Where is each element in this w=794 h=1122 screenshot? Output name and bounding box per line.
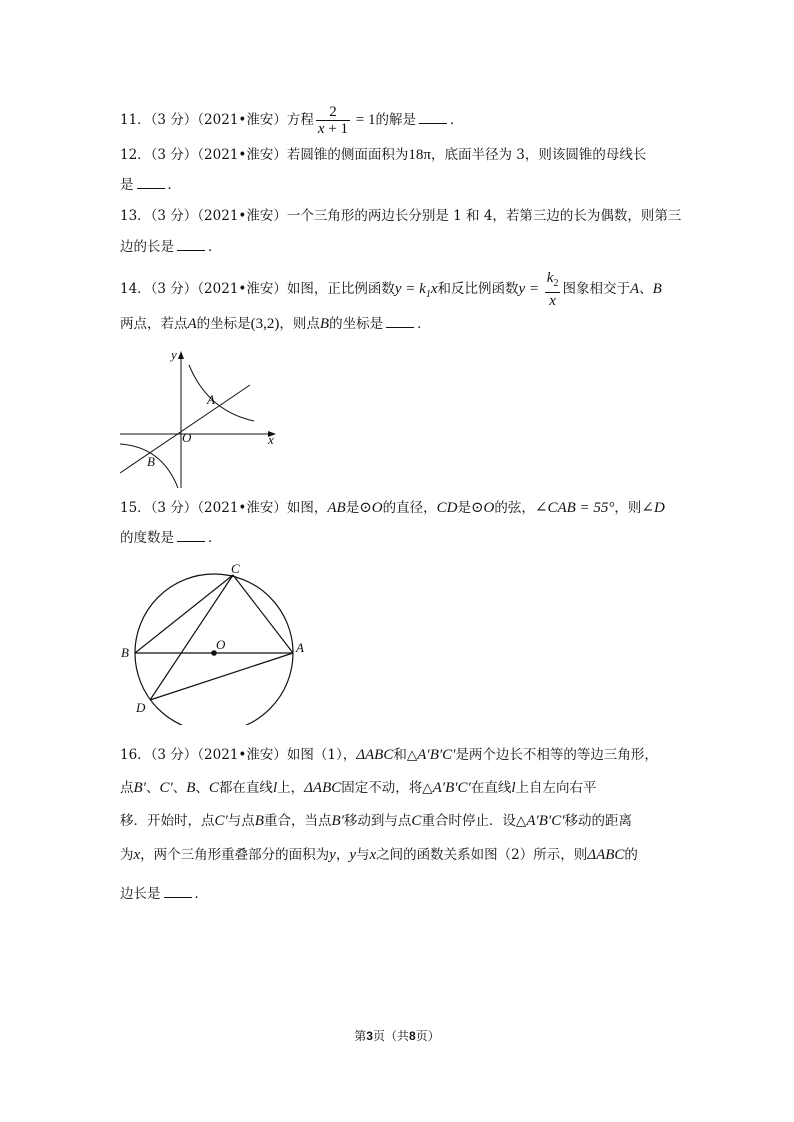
q14-func2-num: [545, 270, 561, 293]
q14-label-y: y: [171, 347, 177, 362]
q14-line2-suffix: 的坐标是: [329, 316, 384, 332]
q11-prefix: 11．（3 分）（2021•淮安）方程: [120, 112, 314, 128]
q14-answer-blank[interactable]: [386, 315, 414, 328]
q16-line4-d: 之间的函数关系如图（2）所示，则: [376, 847, 588, 863]
q15-circle: [135, 574, 293, 725]
q16-l4-y: y: [329, 847, 336, 863]
q15-label-a: A: [296, 640, 304, 655]
footer-post: 页）: [415, 1029, 440, 1043]
q15-answer-blank[interactable]: [177, 529, 205, 542]
question-12-line1: [120, 145, 646, 165]
q15-chord-da: [150, 653, 293, 700]
q12-line2-prefix: 是: [120, 177, 134, 193]
q15-label-c: C: [231, 561, 240, 576]
q15-label-b: B: [121, 645, 129, 660]
q15-angle-d: ∠D: [641, 500, 665, 516]
q16-p-c1: C′: [159, 780, 173, 796]
q12-line1-suffix: ，底面半径为 3，则该圆锥的母线长: [430, 147, 647, 163]
q16-line3-c: 移动到与点: [343, 813, 412, 829]
question-16-line2: [120, 778, 597, 798]
question-13-line2: [120, 237, 222, 257]
q16-end: ．: [194, 886, 208, 902]
question-16-line3: [120, 811, 632, 831]
q14-label-x: x: [268, 432, 274, 447]
question-13-line1: [120, 206, 681, 226]
q15-t2: 的直径，: [382, 500, 437, 516]
q13-line2-prefix: 边的长是: [120, 239, 174, 255]
q15-t4: 的弦，: [494, 500, 535, 516]
q14-func2-den-x: x: [549, 293, 556, 309]
q14-hyperbola-right: [189, 365, 254, 421]
q14-line2-a: A: [187, 316, 197, 332]
q16-tri1: ΔABC: [356, 747, 394, 763]
q14-end: ．: [417, 316, 431, 332]
q11-frac-den-var: x: [317, 121, 325, 137]
footer-page-number: 3: [366, 1029, 373, 1043]
q15-circle1: ⊙O: [359, 500, 383, 516]
q13-end: ．: [208, 239, 222, 255]
question-15-line1: [120, 498, 665, 518]
q15-label-o: O: [216, 637, 226, 652]
q16-line2-prefix: 点: [120, 780, 134, 796]
q14-func2-num-sub: 2: [553, 278, 559, 289]
q16-l1: l: [272, 780, 278, 796]
q14-mid: 和反比例函数: [437, 281, 519, 297]
q16-tri3: ΔABC: [304, 780, 342, 796]
q16-line3-a: 与点: [227, 813, 255, 829]
q16-line5-prefix: 边长是: [120, 886, 161, 902]
q15-t3: 是: [457, 500, 471, 516]
q14-point-b: B: [652, 281, 662, 297]
q13-line1: 13．（3 分）（2021•淮安）一个三角形的两边长分别是 1 和 4，若第三边的长为偶数，则第三: [120, 208, 682, 224]
q16-l3-c1: C′: [214, 813, 228, 829]
q16-l3-b: B: [254, 813, 264, 829]
q16-p-b1: B′: [133, 780, 146, 796]
q16-l2: l: [511, 780, 516, 796]
q16-line3-b: 重合，当点: [263, 813, 332, 829]
q14-func2-lhs: y =: [518, 281, 543, 297]
q14-y-arrow: [178, 351, 184, 359]
q14-func1: [394, 281, 438, 300]
q14-label-a: A: [207, 392, 215, 407]
q16-l4-y2: y: [349, 847, 357, 863]
q16-line4-e: 的: [624, 847, 638, 863]
q16-tri4: A′B′C′: [432, 780, 471, 796]
q14-label-o: O: [182, 430, 192, 445]
q14-line2-b: B: [319, 316, 330, 332]
q16-line2-mid3: 固定不动，将△: [341, 780, 433, 796]
q16-line3-prefix: 移．开始时，点: [120, 813, 215, 829]
q14-linear-line: [120, 385, 250, 473]
q15-figure: [118, 560, 318, 725]
q11-fraction: [316, 104, 350, 137]
q14-line2-prefix: 两点，若点: [120, 316, 188, 332]
question-16-line4: [120, 845, 638, 865]
q12-answer-blank[interactable]: [137, 176, 165, 189]
question-15-line2: [120, 528, 222, 548]
footer-total-pages: 8: [409, 1029, 416, 1043]
question-16-line1: [120, 745, 658, 765]
q11-frac-den: [316, 121, 350, 137]
question-12-line2: [120, 175, 181, 195]
q14-figure: [118, 345, 283, 490]
q16-answer-blank[interactable]: [164, 885, 192, 898]
q16-s2: 、: [172, 780, 187, 796]
q15-cd: CD: [436, 500, 458, 516]
q14-suffix: 图象相交于: [562, 281, 630, 297]
q16-p-c: C: [208, 780, 219, 796]
q16-line1-prefix: 16．（3 分）（2021•淮安）如图（1），: [120, 747, 357, 763]
q14-coord: (3,2): [250, 316, 280, 332]
q15-end: ．: [208, 530, 222, 546]
q15-t1: 是: [345, 500, 360, 516]
q16-line4-prefix: 为: [120, 847, 134, 863]
q16-l4-x2: x: [369, 847, 377, 863]
q11-answer-blank[interactable]: [419, 111, 447, 124]
page-footer: [0, 1027, 794, 1044]
q12-area: 18π: [408, 147, 431, 163]
footer-pre: 第: [354, 1029, 367, 1043]
q14-prefix: 14．（3 分）（2021•淮安）如图，正比例函数: [120, 281, 395, 297]
q15-ab: AB: [327, 500, 346, 516]
q12-end: ．: [167, 177, 181, 193]
q14-func2-num-k: k: [546, 270, 554, 286]
q11-end: ．: [450, 112, 464, 128]
q16-line3-d: 重合时停止．设△: [421, 813, 527, 829]
question-11: [120, 104, 464, 137]
q11-frac-den-rest: + 1: [324, 121, 349, 137]
q14-line2-mid: 的坐标是: [196, 316, 251, 332]
q14-func1-main: y = k: [394, 281, 426, 297]
q16-line2-mid2: 上，: [277, 780, 305, 796]
question-16-line5: [120, 884, 208, 904]
q16-line4-a: ，两个三角形重叠部分的面积为: [140, 847, 330, 863]
q14-line2-mid2: ，则点: [279, 316, 320, 332]
q16-line2-suffix: 上自左向右平: [515, 780, 597, 796]
q16-line2-mid: 都在直线: [218, 780, 273, 796]
q16-l4-x: x: [133, 847, 141, 863]
question-14-line1: [120, 270, 662, 309]
q15-circle2: ⊙O: [470, 500, 495, 516]
q14-func2-den: [545, 293, 561, 309]
q14-func1-end: x: [430, 281, 438, 297]
q16-line3-e: 移动的距离: [564, 813, 633, 829]
q16-line2-mid4: 在直线: [470, 780, 512, 796]
q13-answer-blank[interactable]: [177, 238, 205, 251]
q15-angle: ∠CAB = 55°: [534, 500, 615, 516]
q16-p-b: B: [186, 780, 196, 796]
q15-chord-ca: [233, 575, 293, 653]
q11-suffix: 的解是: [375, 112, 416, 128]
q14-point-a: A: [629, 281, 640, 297]
q11-frac-num: 2: [316, 104, 350, 121]
q16-l4-tri: ΔABC: [587, 847, 625, 863]
q16-l3-c: C: [411, 813, 422, 829]
q16-line1-mid: 和△: [393, 747, 418, 763]
q16-s1: 、: [145, 780, 160, 796]
q14-func1-sub: 1: [425, 289, 431, 300]
q15-label-d: D: [136, 700, 146, 715]
q16-s3: 、: [195, 780, 209, 796]
q16-line1-suffix: 是两个边长不相等的等边三角形，: [455, 747, 658, 763]
q15-prefix: 15．（3 分）（2021•淮安）如图，: [120, 500, 328, 516]
q14-func2-fraction: [545, 270, 561, 309]
q16-tri2: A′B′C′: [417, 747, 456, 763]
q16-l3-b1: B′: [331, 813, 344, 829]
q15-t5: ，则: [614, 500, 642, 516]
q16-line4-c: 与: [356, 847, 370, 863]
question-14-line2: [120, 314, 431, 334]
q16-line4-b: ，: [335, 847, 350, 863]
q11-eq: = 1: [352, 112, 376, 128]
q14-sep: 、: [639, 281, 653, 297]
q12-line1-prefix: 12．（3 分）（2021•淮安）若圆锥的侧面面积为: [120, 147, 409, 163]
q14-label-b: B: [147, 454, 155, 469]
q16-l3-tri: A′B′C′: [526, 813, 565, 829]
footer-mid: 页（共: [372, 1029, 409, 1043]
q15-line2-prefix: 的度数是: [120, 530, 174, 546]
